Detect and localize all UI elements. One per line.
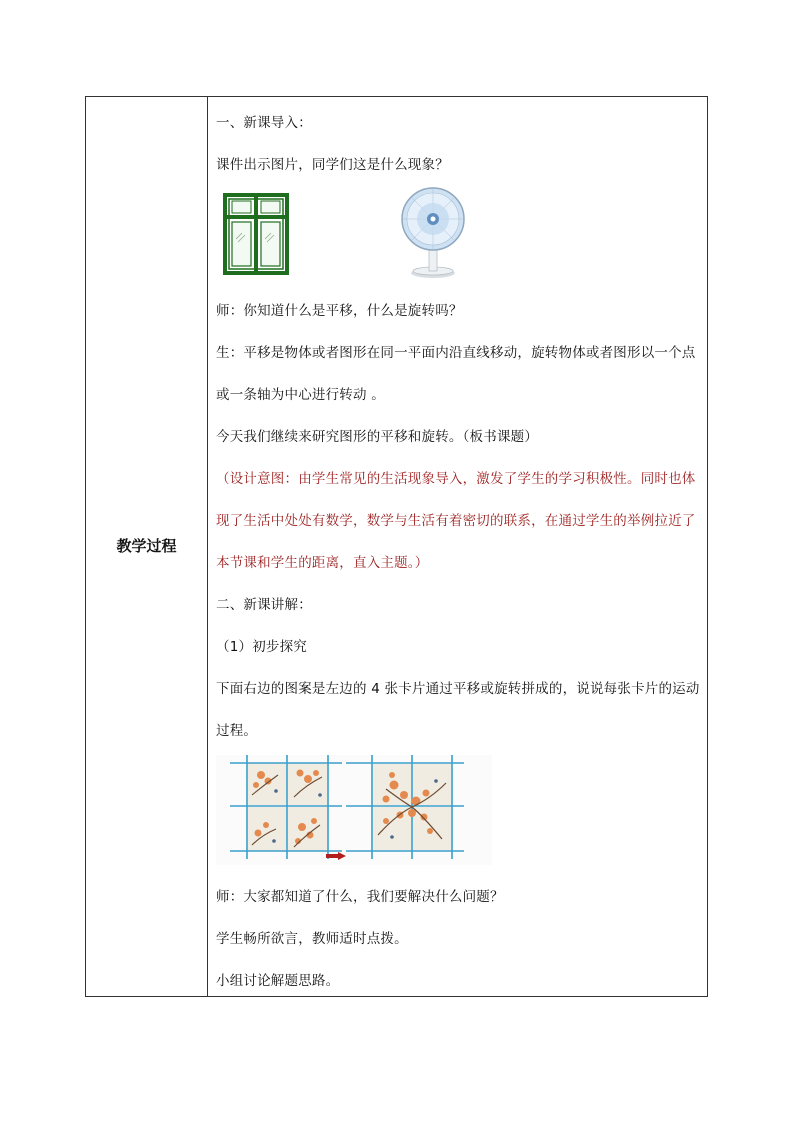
section-title-explain: 二、新课讲解： xyxy=(216,597,312,613)
design-intent-note: 本节课和学生的距离，直入主题。） xyxy=(216,555,429,571)
electric-fan-image xyxy=(398,187,468,279)
text-line: 或一条轴为中心进行转动 。 xyxy=(216,387,385,403)
text-line: 学生畅所欲言，教师适时点拨。 xyxy=(216,931,408,947)
text-line: 课件出示图片，同学们这是什么现象？ xyxy=(216,157,449,173)
column-divider xyxy=(207,97,208,996)
text-line: 师：你知道什么是平移，什么是旋转吗？ xyxy=(216,303,463,319)
design-intent-note: 现了生活中处处有数学，数学与生活有着密切的联系，在通过学生的举例拉近了 xyxy=(216,513,696,529)
text-line: 过程。 xyxy=(216,723,258,739)
four-cards-left xyxy=(248,763,328,851)
window-image xyxy=(223,193,289,275)
text-line: 师：大家都知道了什么，我们要解决什么问题？ xyxy=(216,889,504,905)
design-intent-note: （设计意图：由学生常见的生活现象导入，激发了学生的学习积极性。同时也体 xyxy=(216,471,696,487)
text-line: 今天我们继续来研究图形的平移和旋转。（板书课题） xyxy=(216,429,539,445)
text-line: 下面右边的图案是左边的 4 张卡片通过平移或旋转拼成的，说说每张卡片的运动 xyxy=(216,681,700,697)
text-line: 小组讨论解题思路。 xyxy=(216,973,340,989)
section-title-intro: 一、新课导入： xyxy=(216,115,312,131)
lesson-table xyxy=(85,96,708,997)
text-line: 生：平移是物体或者图形在同一平面内沿直线移动，旋转物体或者图形以一个点 xyxy=(216,345,696,361)
subsection-title: （1）初步探究 xyxy=(216,639,307,655)
card-puzzle-image xyxy=(216,755,492,865)
row-label: 教学过程 xyxy=(116,537,177,555)
